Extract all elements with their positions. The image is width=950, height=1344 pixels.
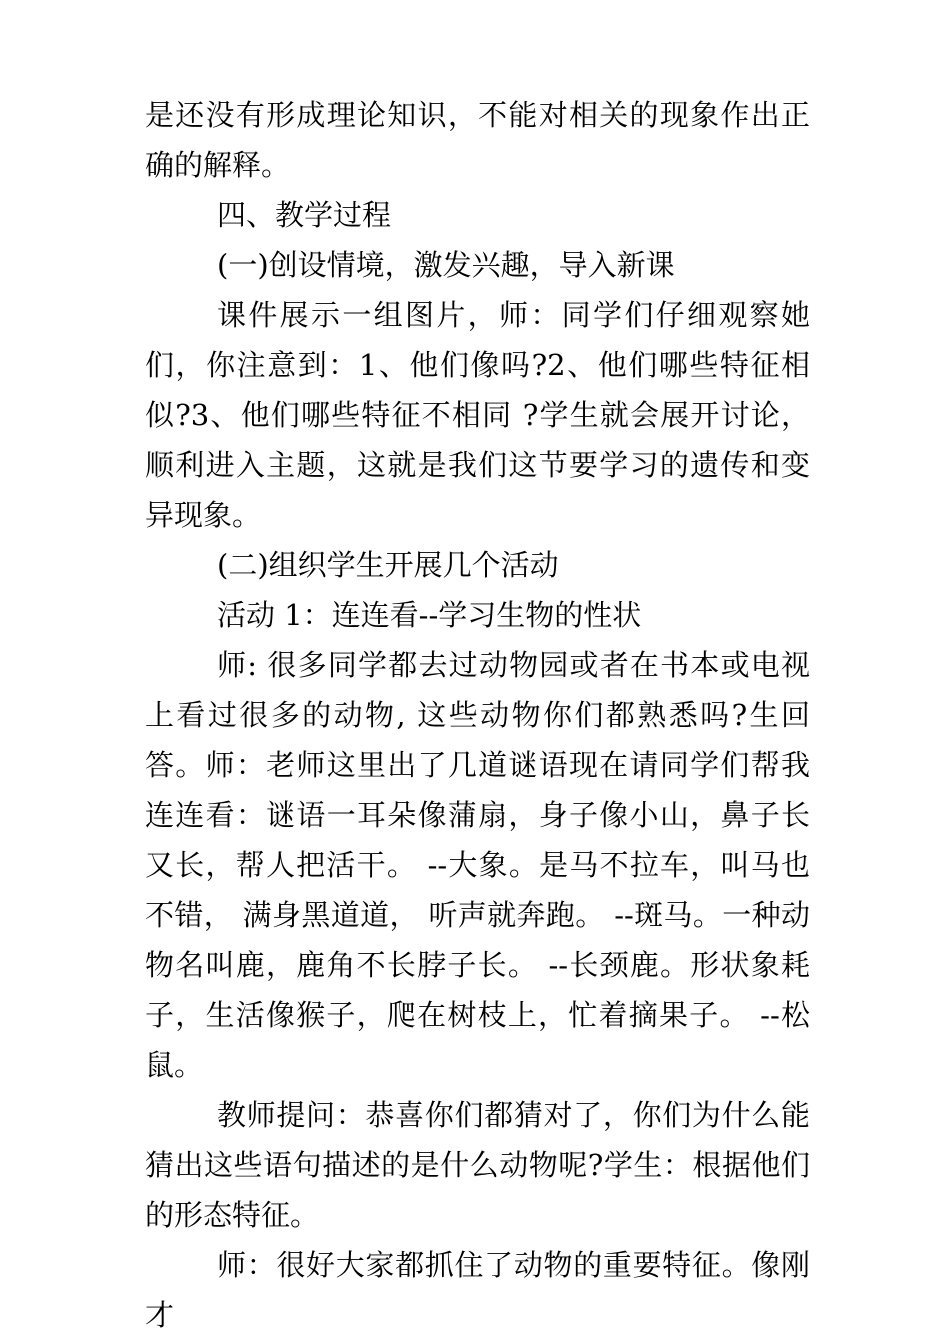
paragraph-6-activity-title: 活动 1：连连看--学习生物的性状 (217, 598, 642, 632)
paragraph-8: 教师提问：恭喜你们都猜对了，你们为什么能猜出这些语句描述的是什么动物呢?学生：根据他们的形态特征。 (145, 1098, 810, 1232)
paragraph-2-section-heading: 四、教学过程 (217, 198, 392, 232)
document-body (145, 90, 810, 1340)
paragraph-9: 师：很好大家都抓住了动物的重要特征。像刚才 (145, 1248, 810, 1332)
paragraph-1: 是还没有形成理论知识，不能对相关的现象作出正确的解释。 (145, 98, 810, 182)
paragraph-5-subheading: (二)组织学生开展几个活动 (217, 548, 559, 582)
paragraph-3-subheading: (一)创设情境，激发兴趣，导入新课 (217, 248, 675, 282)
paragraph-4: 课件展示一组图片，师：同学们仔细观察她们，你注意到：1、他们像吗?2、他们哪些特征相似?3、他们哪些特征不相同 ?学生就会展开讨论，顺利进入主题，这就是我们这节要学习的遗传和变异现象。 (145, 298, 810, 532)
paragraph-7: 师: 很多同学都去过动物园或者在书本或电视上看过很多的动物, 这些动物你们都熟悉吗?生回答。师：老师这里出了几道谜语现在请同学们帮我连连看：谜语一耳朵像蒲扇，身子像小山，鼻子长又长，帮人把活干。 --大象。是马不拉车，叫马也不错， 满身黑道道， 听声就奔跑。 --斑马。一种动物名叫鹿，鹿角不长脖子长。 --长颈鹿。形状象耗子，生活像猴子，爬在树枝上，忙着摘果子。 --松鼠。 (145, 648, 810, 1082)
